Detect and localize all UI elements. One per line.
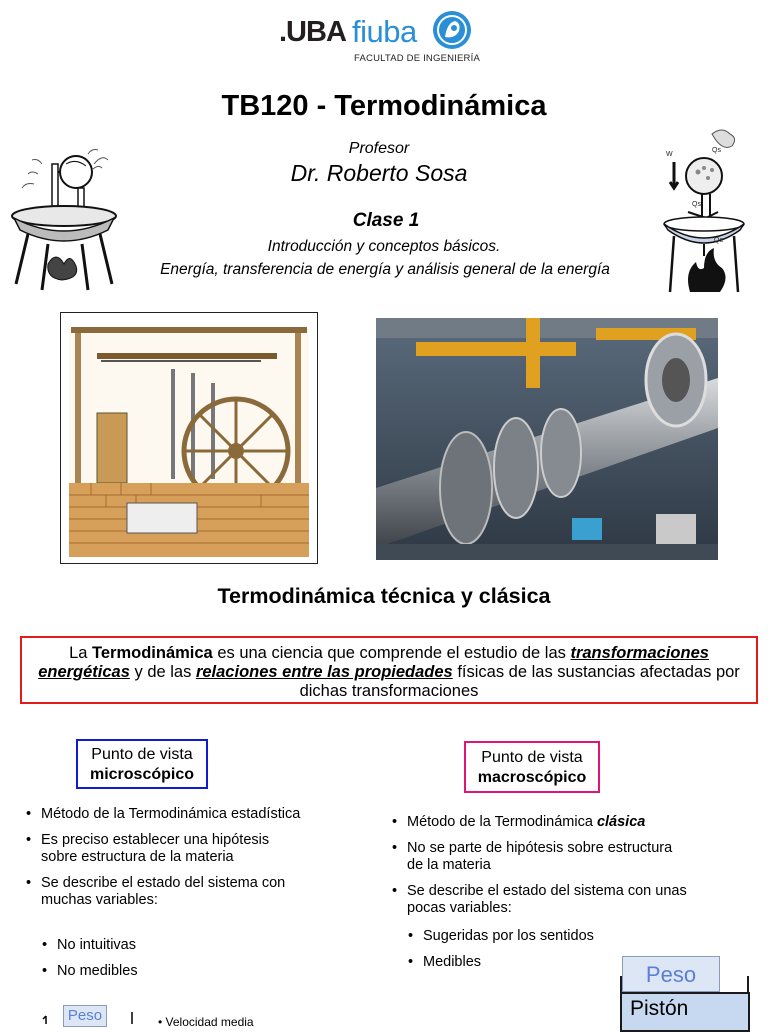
definition-term: Termodinámica — [92, 644, 213, 662]
micro-box-line1: Punto de vista — [91, 746, 193, 763]
micro-sub-bullet-list — [40, 937, 240, 989]
macro-bullet — [390, 814, 690, 831]
steam-engine-image — [60, 312, 318, 564]
macro-weight-block: Peso — [622, 956, 720, 992]
fiuba-logo-icon — [431, 9, 473, 51]
logo-fiuba-text: fiuba — [352, 14, 417, 49]
macro-piston: Pistón — [620, 992, 750, 1032]
micro-sub-bullet: • No medibles — [40, 963, 240, 980]
macro-bullet-list — [390, 814, 690, 926]
label-qs-top: Qs — [712, 147, 721, 154]
logo-uba-text: .UBA — [279, 16, 346, 48]
macro-viewpoint-box — [464, 741, 600, 793]
micro-bullet-list — [24, 806, 304, 918]
macro-bullet-1-text: Método de la Termodinámica — [407, 814, 597, 830]
definition-text-4: físicas de las sustancias afectadas por dichas transformaciones — [299, 663, 740, 700]
section-title: Termodinámica técnica y clásica — [217, 584, 551, 608]
macro-sub-bullet-list — [406, 928, 626, 980]
macro-sub-bullet: • Sugeridas por los sentidos — [406, 928, 626, 945]
page-title: TB120 - Termodinámica — [221, 90, 547, 122]
steam-engine-drawing — [61, 313, 317, 563]
micro-bullet: • Es preciso establecer una hipótesis sobre estructura de la materia — [24, 832, 304, 866]
aeolipile-left-illustration — [8, 134, 118, 294]
macro-bullet: • Se describe el estado del sistema con unas pocas variables: — [390, 883, 690, 917]
definition-text-2: es una ciencia que comprende el estudio de las — [212, 644, 571, 662]
definition-emphasis-1: transformaciones energéticas — [38, 644, 709, 681]
micro-viewpoint-box — [76, 739, 208, 789]
definition-text-1: La — [69, 644, 92, 662]
micro-bullet: • Método de la Termodinámica estadística — [24, 806, 304, 823]
micro-bullet: • Se describe el estado del sistema con muchas variables: — [24, 875, 304, 909]
logo-subtitle: FACULTAD DE INGENIERÍA — [354, 53, 480, 64]
macro-bullet-1-emphasis: clásica — [596, 814, 646, 830]
micro-box-line2: microscópico — [89, 766, 195, 783]
class-subtitle-2: Energía, transferencia de energía y análisis general de la energía — [160, 261, 610, 278]
turbine-rotor-image — [376, 318, 718, 560]
definition-box — [20, 636, 758, 704]
definition-text-3: y de las — [129, 663, 196, 681]
turbine-rotor-drawing — [376, 318, 718, 560]
aeolipile-right-diagram — [660, 126, 750, 296]
definition-emphasis-2: relaciones entre las propiedades — [195, 663, 453, 681]
professor-label: Profesor — [348, 140, 410, 157]
macro-box-line2: macroscópico — [477, 769, 587, 786]
class-title: Clase 1 — [352, 210, 420, 231]
class-subtitle-1: Introducción y conceptos básicos. — [267, 238, 501, 255]
label-w: W — [666, 151, 673, 158]
micro-weight-block: Peso — [63, 1005, 107, 1027]
macro-sub-bullet: • Medibles — [406, 954, 626, 971]
micro-sub-bullet: • No intuitivas — [40, 937, 240, 954]
label-qe: Qe — [714, 237, 724, 244]
macro-box-line1: Punto de vista — [481, 749, 583, 766]
professor-name: Dr. Roberto Sosa — [290, 160, 468, 186]
micro-velocity-label: • Velocidad media — [158, 1015, 254, 1029]
macro-bullet: • No se parte de hipótesis sobre estructura de la materia — [390, 840, 690, 874]
label-qs-mid: Qs — [692, 201, 701, 208]
